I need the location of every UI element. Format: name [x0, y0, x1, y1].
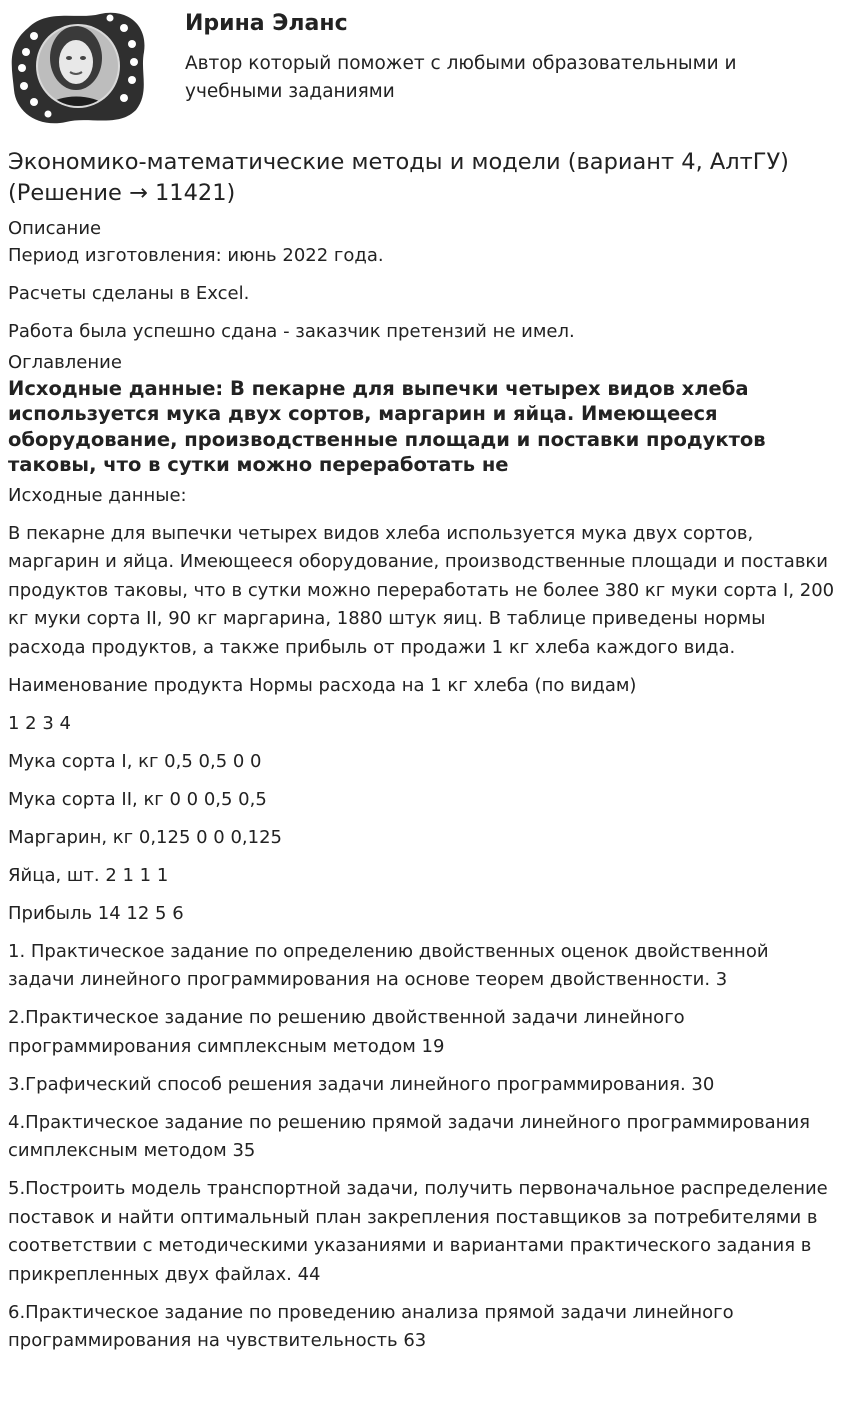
toc-paragraph: Наименование продукта Нормы расхода на 1 кг хлеба (по видам): [8, 674, 637, 696]
toc-paragraph: Мука сорта I, кг 0,5 0,5 0 0: [8, 750, 262, 772]
toc-paragraph: Мука сорта II, кг 0 0 0,5 0,5: [8, 788, 267, 810]
toc-heading: Исходные данные: В пекарне для выпечки четырех видов хлеба используется мука двух сортов, маргарин и яйца. Имеющееся оборудование, производственные площади и поставки продуктов таковы, что в сутки можно переработать не: [8, 376, 766, 476]
toc-paragraph: 1 2 3 4: [8, 712, 71, 734]
toc-paragraph: 5.Построить модель транспортной задачи, получить первоначальное распределение поставок и найти оптимальный план закрепления поставщиков за потребителями в соответствии с методическими указаниями и вариантами практического задания в прикрепленных двух файлах. 44: [8, 1178, 828, 1285]
author-card: [0, 0, 847, 130]
description-label: Описание: [8, 218, 102, 239]
toc-paragraph: 1. Практическое задание по определению двойственных оценок двойственной задачи линейного программирования на основе теорем двойственности. 3: [8, 940, 769, 990]
toc-paragraph: Яйца, шт. 2 1 1 1: [8, 864, 169, 886]
toc-paragraph: 3.Графический способ решения задачи линейного программирования. 30: [8, 1073, 715, 1095]
toc-paragraph: Исходные данные:: [8, 484, 187, 506]
toc-paragraph: 6.Практическое задание по проведению анализа прямой задачи линейного программирования на чувствительность 63: [8, 1301, 734, 1351]
toc-paragraph: В пекарне для выпечки четырех видов хлеба используется мука двух сортов, маргарин и яйца. Имеющееся оборудование, производственные площади и поставки продуктов таковы, что в сутки можно переработать не более 380 кг муки сорта I, 200 кг муки сорта II, 90 кг маргарина, 1880 штук яиц. В таблице приведены нормы расхода продуктов, а также прибыль от продажи 1 кг хлеба каждого вида.: [8, 522, 835, 658]
author-name[interactable]: Ирина Эланс: [185, 11, 348, 36]
toc-paragraph: 2.Практическое задание по решению двойственной задачи линейного программирования симплексным методом 19: [8, 1007, 685, 1057]
author-avatar[interactable]: [8, 6, 150, 126]
toc-paragraph: Прибыль 14 12 5 6: [8, 902, 184, 924]
toc-paragraph: Маргарин, кг 0,125 0 0 0,125: [8, 826, 282, 848]
page-title: Экономико-математические методы и модели (вариант 4, АлтГУ) (Решение → 11421): [8, 149, 789, 206]
author-portrait-film-frame-icon: [8, 6, 150, 126]
toc-paragraph: 4.Практическое задание по решению прямой задачи линейного программирования симплексным методом 35: [8, 1111, 810, 1161]
description-paragraph: Работа была успешно сдана - заказчик претензий не имел.: [8, 321, 575, 342]
description-paragraph: Расчеты сделаны в Excel.: [8, 283, 250, 304]
toc-label: Оглавление: [8, 351, 122, 373]
author-description: Автор который поможет с любыми образовательными и учебными заданиями: [185, 53, 737, 102]
description-paragraph: Период изготовления: июнь 2022 года.: [8, 245, 384, 266]
main-content: [8, 216, 838, 1365]
